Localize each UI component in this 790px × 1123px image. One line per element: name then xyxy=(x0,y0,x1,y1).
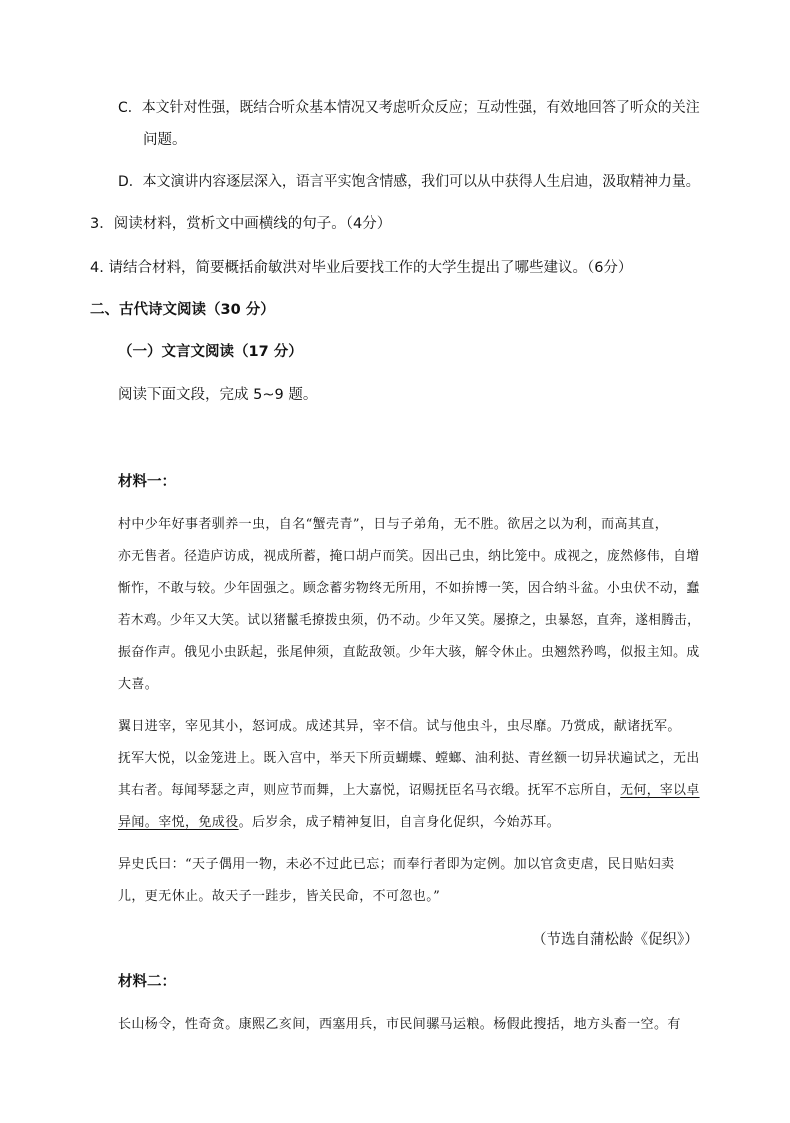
material-1-p1-line: 振奋作声。俄见小虫跃起，张尾伸须，直龁敌领。少年大骇，解令休止。虫翘然矜鸣，似报主知。成 xyxy=(118,645,700,660)
material-1-p2-text: 。后岁余，成子精神复旧，自言身化促织，今始苏耳。 xyxy=(238,815,561,830)
material-1-source: （节选自蒲松龄《促织》） xyxy=(532,932,699,948)
section-title: 二、古代诗文阅读（30 分） xyxy=(90,302,275,318)
option-c-line-2: 问题。 xyxy=(143,132,187,148)
material-2-p1-line: 长山杨令，性奇贪。康熙乙亥间，西塞用兵，市民间骡马运粮。杨假此搜括，地方头畜一空。有 xyxy=(118,1017,681,1032)
option-d-line: D．本文演讲内容逐层深入，语言平实饱含情感，我们可以从中获得人生启迪，汲取精神力量。 xyxy=(118,174,700,190)
option-c-line-1: C．本文针对性强，既结合听众基本情况又考虑听众反应；互动性强，有效地回答了听众的关注 xyxy=(118,100,700,116)
material-1-p2-line xyxy=(118,811,560,830)
section-subtitle: （一）文言文阅读（17 分） xyxy=(118,344,303,360)
material-1-p3-line: 异史氏曰：“天子偶用一物，未必不过此已忘；而奉行者即为定例。加以官贪吏虐，民日贴妇卖 xyxy=(118,857,675,872)
material-1-p3-line: 儿，更无休止。故天子一跬步，皆关民命，不可忽也。” xyxy=(118,889,441,904)
underlined-sentence: 无何，宰以卓 xyxy=(620,783,700,798)
material-1-p2-line: 翼日进宰，宰见其小，怒诃成。成述其异，宰不信。试与他虫斗，虫尽靡。乃赏成，献诸抚军。 xyxy=(118,719,681,734)
reading-instruction: 阅读下面文段，完成 5~9 题。 xyxy=(118,387,318,403)
material-1-p1-line: 大喜。 xyxy=(118,677,159,692)
material-1-p2-line: 抚军大悦，以金笼进上。既入宫中，举天下所贡蝴蝶、螳螂、油利挞、青丝额一切异状遍试之，无出 xyxy=(118,751,700,766)
material-2-heading: 材料二： xyxy=(118,974,176,990)
material-1-p2-line xyxy=(118,779,700,798)
question-3: 3．阅读材料，赏析文中画横线的句子。（4分） xyxy=(90,216,392,232)
material-1-p1-line: 亦无售者。径造庐访成，视成所蓄，掩口胡卢而笑。因出己虫，纳比笼中。成视之，庞然修伟，自增 xyxy=(118,549,700,564)
material-1-p2-text: 其右者。每闻琴瑟之声，则应节而舞，上大嘉悦，诏赐抚臣名马衣缎。抚军不忘所自， xyxy=(118,783,621,798)
material-1-p1-line: 惭怍，不敢与较。少年固强之。顾念蓄劣物终无所用，不如拚博一笑，因合纳斗盆。小虫伏不动，蠢 xyxy=(118,581,700,596)
material-1-heading: 材料一： xyxy=(118,474,176,490)
material-1-p1-line: 村中少年好事者驯养一虫，自名“蟹壳青”，日与子弟角，无不胜。欲居之以为利，而高其直， xyxy=(118,517,669,532)
underlined-sentence: 异闻。宰悦，免成役 xyxy=(118,815,239,830)
material-1-p1-line: 若木鸡。少年又大笑。试以猪鬣毛撩拨虫须，仍不动。少年又笑。屡撩之，虫暴怒，直奔，遂相腾击， xyxy=(118,613,701,628)
question-4: 4. 请结合材料，简要概括俞敏洪对毕业后要找工作的大学生提出了哪些建议。（6分） xyxy=(90,260,633,276)
